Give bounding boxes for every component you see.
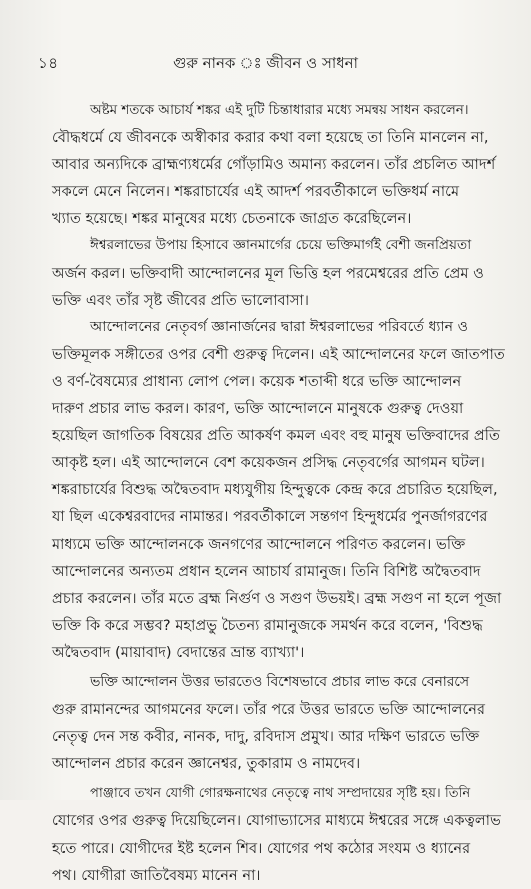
paragraph (52, 97, 511, 232)
text-line: গুরু রামানন্দের আগমনের ফলে। তাঁর পরে উত্তর ভারতে ভক্তি আন্দোলনের (52, 701, 486, 719)
text-line: পাঞ্জাবে তখন যোগী গোরক্ষনাথের নেতৃত্বে নাথ সম্প্রদায়ের সৃষ্টি হয়। তিনি (90, 786, 471, 802)
paragraph (52, 780, 511, 888)
paragraph (52, 314, 511, 666)
text-line: সকলে মেনে নিলেন। শঙ্করাচার্যের এই আদর্শ পরবর্তীকালে ভক্তিধর্ম নামে (52, 183, 460, 201)
text-line: আন্দোলনের অন্যতম প্রধান হলেন আচার্য রামানুজ। তিনি বিশিষ্ট অদ্বৈতবাদ (52, 562, 481, 580)
text-line: বৌদ্ধধর্মে যে জীবনকে অস্বীকার করার কথা বলা হয়েছে তা তিনি মানলেন না, (52, 129, 489, 147)
text-line: ঈশ্বরলাভের উপায় হিসাবে জ্ঞানমার্গের চেয়ে ভক্তিমার্গই বেশী জনপ্রিয়তা (90, 237, 472, 254)
text-line: খ্যাত হয়েছে। শঙ্কর মানুষের মধ্যে চেতনাকে জাগ্রত করেছিলেন। (52, 210, 412, 228)
text-line: ভক্তিমূলক সঙ্গীতের ওপর বেশী গুরুত্ব দিলেন। এই আন্দোলনের ফলে জাতপাত (52, 345, 505, 363)
paragraph (52, 669, 511, 777)
text-line: নেতৃত্ব দেন সন্ত কবীর, নানক, দাদু, রবিদাস প্রমুখ। আর দক্ষিণ ভারতে ভক্তি (52, 728, 480, 746)
text-line: ও বর্ণ-বৈষম্যের প্রাধান্য লোপ পেল। কয়েক শতাব্দী ধরে ভক্তি আন্দোলন (52, 372, 462, 390)
text-line: ভক্তি আন্দোলন উত্তর ভারতেও বিশেষভাবে প্রচার লাভ করে বেনারসে (90, 673, 469, 690)
text-line: যা ছিল একেশ্বরবাদের নামান্তর। পরবর্তীকালে সন্তগণ হিন্দুধর্মের পুনর্জাগরণের (52, 508, 488, 526)
text-line: আবার অন্যদিকে ব্রাহ্মণ্যধর্মের গোঁড়ামিও অমান্য করলেন। তাঁর প্রচলিত আদর্শ (52, 156, 496, 174)
text-line: দারুণ প্রচার লাভ করল। কারণ, ভক্তি আন্দোলনে মানুষকে গুরুত্ব দেওয়া (52, 400, 464, 418)
text-line: আন্দোলন প্রচার করেন জ্ঞানেশ্বর, তুকারাম ও নামদেব। (52, 755, 361, 773)
text-line: অর্জন করল। ভক্তিবাদী আন্দোলনের মূল ভিত্তি হল পরমেশ্বরের প্রতি প্রেম ও (52, 264, 484, 282)
text-line: শঙ্করাচার্যের বিশুদ্ধ অদ্বৈতবাদ মধ্যযুগীয় হিন্দুত্বকে কেন্দ্র করে প্রচারিত হয়েছিল, (52, 481, 498, 499)
page-number: ১৪ (38, 54, 59, 72)
text-line: হয়েছিল জাগতিক বিষয়ের প্রতি আকর্ষণ কমল এবং বহু মানুষ ভক্তিবাদের প্রতি (52, 427, 500, 445)
text-line: ভক্তি এবং তাঁর সৃষ্ট জীবের প্রতি ভালোবাসা। (52, 291, 309, 309)
text-line: যোগের ওপর গুরুত্ব দিয়েছিলেন। যোগাভ্যাসের মাধ্যমে ঈশ্বরের সঙ্গে একত্বলাভ (52, 812, 501, 830)
paragraph (52, 232, 511, 313)
body-text (52, 97, 511, 889)
text-line: ভক্তি কি করে সম্ভব? মহাপ্রভু চৈতন্য রামানুজকে সমর্থন করে বলেন, 'বিশুদ্ধ (52, 616, 483, 634)
running-title: গুরু নানক ঃ জীবন ও সাধনা (173, 54, 358, 72)
text-line: অদ্বৈতবাদ (মায়াবাদ) বেদান্তের ভ্রান্ত ব্যাখ্যা'। (52, 643, 305, 661)
text-line: প্রচার করলেন। তাঁর মতে ব্রহ্ম নির্গুণ ও সগুণ উভয়ই। ব্রহ্ম সগুণ না হলে পূজা (52, 589, 502, 607)
page-header (0, 52, 531, 76)
text-line: অষ্টম শতকে আচার্য শঙ্কর এই দুটি চিন্তাধারার মধ্যে সমন্বয় সাধন করলেন। (90, 103, 469, 118)
text-line: হতে পারে। যোগীদের ইষ্ট হলেন শিব। যোগের পথ কঠোর সংযম ও ধ্যানের (52, 839, 471, 857)
text-line: পথ। যোগীরা জাতিবৈষম্য মানেন না। (52, 866, 261, 884)
text-line: আন্দোলনের নেতৃবর্গ জ্ঞানার্জনের দ্বারা ঈশ্বরলাভের পরিবর্তে ধ্যান ও (90, 318, 469, 335)
text-line: মাধ্যমে ভক্তি আন্দোলনকে জনগণের আন্দোলনে পরিণত করলেন। ভক্তি (52, 535, 466, 553)
text-line: আকৃষ্ট হল। এই আন্দোলনে বেশ কয়েকজন প্রসিদ্ধ নেতৃবর্গের আগমন ঘটল। (52, 454, 485, 472)
